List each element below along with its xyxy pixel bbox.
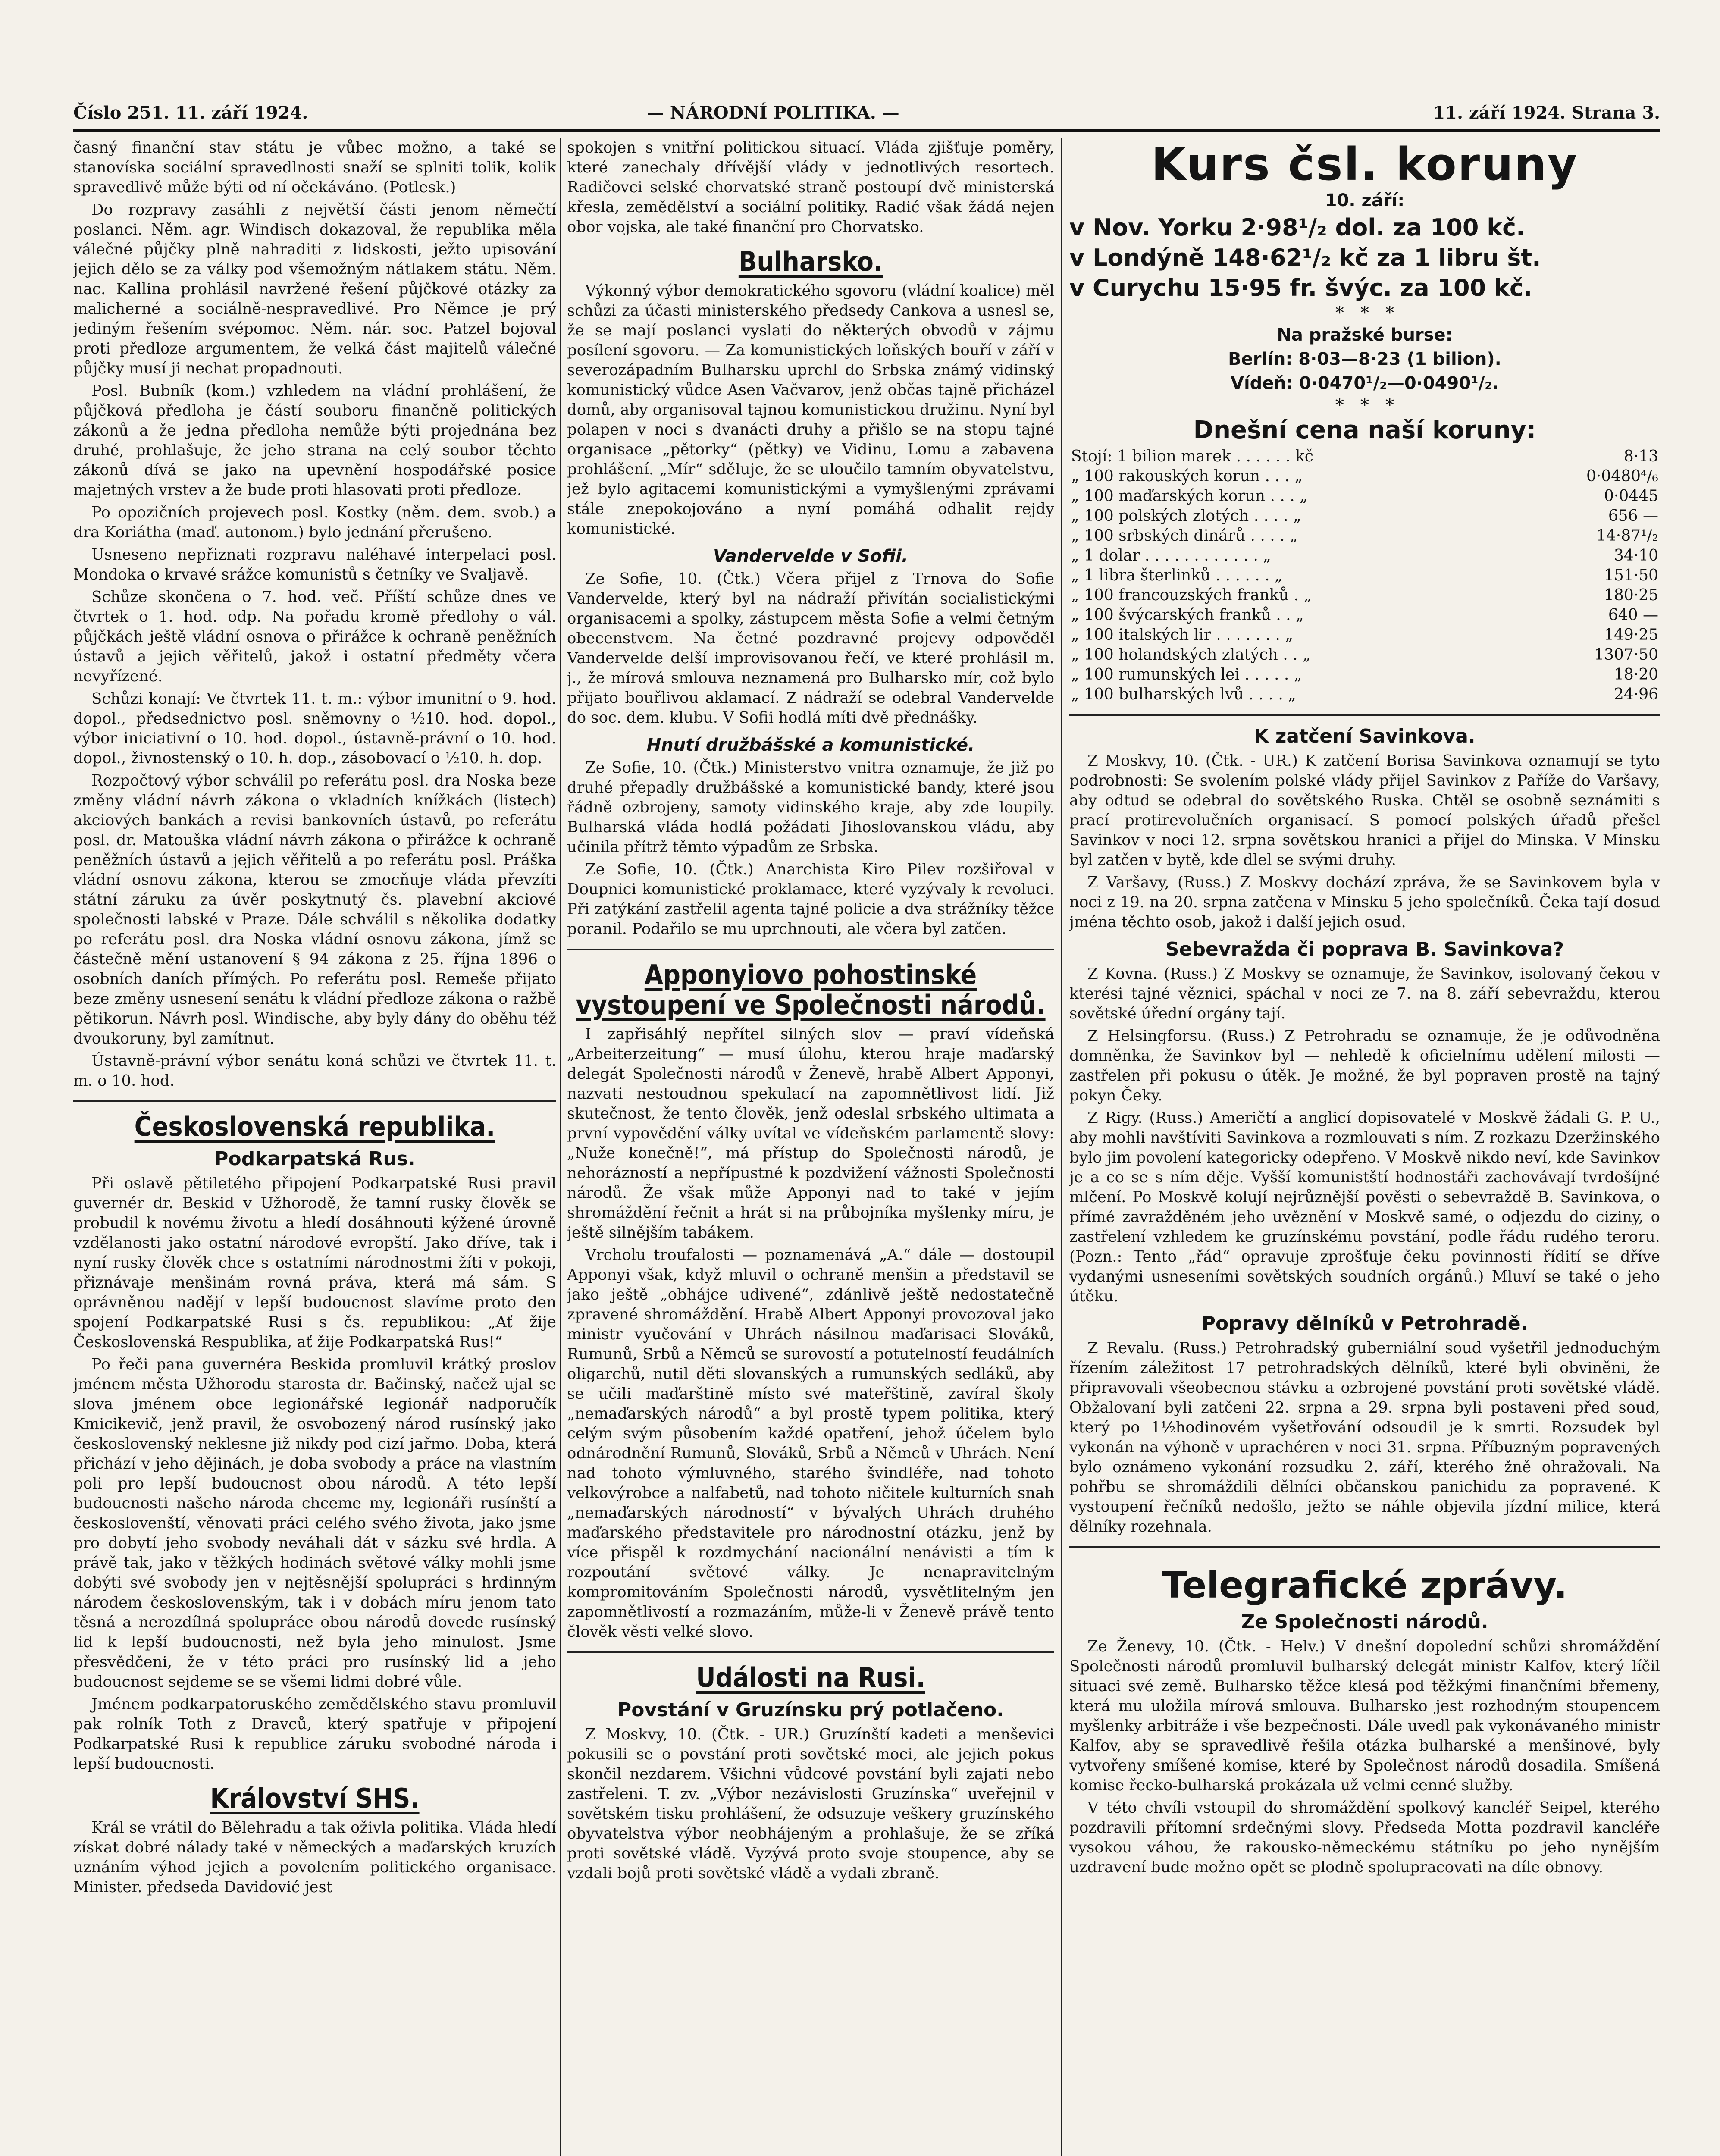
- telegraph-heading: Telegrafické zprávy.: [1162, 1564, 1567, 1606]
- rate-label: „ 100 polských zlotých . . . . „: [1071, 507, 1301, 525]
- section-rule: [1069, 714, 1660, 716]
- paragraph: Z Helsingforsu. (Russ.) Z Petrohradu se oznamuje, že je odůvodněna domněnka, že Savinkov byl — nehledě k oficielnímu udělení milosti — zastřelen při pokusu o útěk. Je možné, že byl popraven prostě na tajný pokyn Čeky.: [1069, 1027, 1660, 1104]
- ornament: * * *: [1335, 303, 1394, 323]
- section-heading: Apponyiovo pohostinské vystoupení ve Společnosti národů.: [576, 959, 1046, 1021]
- rate-row: [1069, 447, 1660, 467]
- rate-label: „ 100 holandských zlatých . . „: [1071, 646, 1311, 664]
- section-heading: Sebevražda či poprava B. Savinkova?: [1165, 938, 1564, 960]
- subsection-heading: Hnutí družbášské a komunistické.: [646, 735, 975, 755]
- section-heading: Království SHS.: [210, 1783, 420, 1814]
- column-divider-2: [1061, 138, 1062, 2156]
- exchange-date: 10. září:: [1325, 191, 1405, 210]
- subsection-heading: Vandervelde v Sofii.: [713, 546, 909, 566]
- rate-row: [1069, 605, 1660, 625]
- rate-row: [1069, 467, 1660, 486]
- rate-label: „ 1 libra šterlinků . . . . . . „: [1071, 567, 1283, 584]
- burse-berlin: Berlín: 8·03—8·23 (1 bilion).: [1228, 349, 1501, 369]
- rate-row: [1069, 526, 1660, 546]
- rate-label: „ 100 francouzských franků . „: [1071, 586, 1312, 604]
- exchange-rate-title: Kurs čsl. koruny: [1151, 138, 1579, 191]
- rate-value: 8·13: [1623, 448, 1658, 465]
- paragraph: Usneseno nepřiznati rozpravu naléhavé interpelaci posl. Mondoka o krvavé srážce komunistů s četníky ve Svaljavě.: [73, 546, 556, 583]
- rate-label: „ 100 italských lir . . . . . . . „: [1071, 626, 1294, 644]
- rate-value: 149·25: [1604, 626, 1658, 644]
- rate-row: [1069, 546, 1660, 566]
- rate-value: 0·0445: [1604, 487, 1658, 505]
- section-heading: Československá republika.: [134, 1111, 495, 1142]
- rate-value: 656 —: [1608, 507, 1658, 525]
- paragraph: Schůze skončena o 7. hod. več. Příští schůze dnes ve čtvrtek o 1. hod. odp. Na pořadu kromě předlohy o vál. půjčkách ještě vládní osnova o přirážce k ochraně peněžních ústavů a jejich věřitelů, jakož i ostatní předměty včera nevyřízené.: [73, 588, 556, 685]
- header-rule: [73, 129, 1660, 132]
- burse-title: Na pražské burse:: [1277, 325, 1453, 345]
- rate-zurich: v Curychu 15·95 fr. švýc. za 100 kč.: [1069, 274, 1532, 301]
- rate-label: „ 1 dolar . . . . . . . . . . . . „: [1071, 547, 1272, 564]
- rate-label: Stojí: 1 bilion marek . . . . . . kč: [1071, 448, 1313, 465]
- rate-value: 640 —: [1608, 606, 1658, 624]
- rate-label: „ 100 bulharských lvů . . . . „: [1071, 686, 1296, 703]
- paragraph: Ze Ženevy, 10. (Čtk. - Helv.) V dnešní dopolední schůzi shromáždění Společnosti národů promluvil bulharský delegát ministr Kalfov, který líčil situaci své země. Bulharsko těžce klesá pod těžkými finančními břemeny, která mu uložila mírová smlouva. Bulharsko jest rozhodným stoupencem myšlenky arbitráže i vše bezpečnosti. Dále uvedl pak vykonávaného ministr Kalfov, aby se spravedlivě řešila otázka bulharské a menšinové, byly vytvořeny smíšené komise, které by Společnost národů dosadila. Smíšená komise řecko-bulharská prokázala už velmi cenné služby.: [1069, 1638, 1660, 1794]
- rate-row: [1069, 586, 1660, 605]
- rate-label: „ 100 maďarských korun . . . „: [1071, 487, 1308, 505]
- paragraph: Po řeči pana guvernéra Beskida promluvil krátký proslov jménem města Užhorodu starosta dr. Bačinský, načež ujal se slova jménem obce legionářské legionář nadporučík Kmicikevič, jenž pravil, že osvobozený národ rusínský jako československý neklesne již nikdy pod cizí jařmo. Doba, která přichází v jeho dějinách, je doba svobody a práce na vlastním poli pro lepší budoucnost obou národů. A této lepší budoucnosti našeho národa chceme my, legionáři rusínští a českoslovenští, věnovati práci celého svého života, jako jsme pro dobytí jeho svobody neváhali dát v sázku své hrdla. A právě tak, jako v těžkých hodinách světové války mohli jsme dobýti své svobody jen v nejtěsnější spolupráci s hrdinným národem československým, tak i v dobách míru jenom tato těsná a nerozdílná spolupráce obou národů dovede rusínský lid k lepší budoucnosti, než byla jeho minulost. Jsme přesvědčeni, že v této práci pro rusínský lid a jeho budoucnost sejdeme se se všemi lidmi dobré vůle.: [73, 1356, 556, 1691]
- rate-row: [1069, 506, 1660, 526]
- rate-value: 180·25: [1604, 586, 1658, 604]
- paragraph: I zapřisáhlý nepřítel silných slov — praví vídeňská „Arbeiterzeitung“ — musí úlohu, kterou hraje maďarský delegát Společnosti národů v Ženevě, hrabě Albert Apponyi, nazvati nestoudnou spekulací na zapomnětlivost lidí. Již skutečnost, že tento člověk, jenž odeslal srbského ultimata a první vypovědění války uvítal ve vídeňském parlamentě slovy: „Nuže konečně!“, má přístup do Společnosti národů, je nehorázností a nepřípustné k pozdvižení vážnosti Společnosti národů. Že však může Apponyi nad to také v jejím shromáždění řečnit a hrát si na průbojníka myšlenky míru, je ještě silnějším tabákem.: [567, 1025, 1054, 1241]
- rate-value: 0·0480⁴/₆: [1586, 467, 1658, 485]
- paragraph: časný finanční stav státu je vůbec možno, a také se stanovíska sociální spravedlnosti snaží se splniti tolik, kolik spravedlivě může býti od ní očekáváno. (Potlesk.): [73, 139, 556, 196]
- section-rule: [73, 1100, 556, 1102]
- ornament: * * *: [1335, 395, 1394, 415]
- rate-row: [1069, 685, 1660, 705]
- subsection-heading: Povstání v Gruzínsku prý potlačeno.: [617, 1699, 1004, 1721]
- rate-row: [1069, 645, 1660, 665]
- paragraph: Z Rigy. (Russ.) Američtí a anglicí dopisovatelé v Moskvě žádali G. P. U., aby mohli navštíviti Savinkova a rozmlouvati s ním. Z rozkazu Dzeržinského bylo jim povolení kategoricky odepřeno. V Moskvě nikdo neví, kde Savinkov je a co se s ním děje. Vyšší komunistští hodnostáři zachovávají tvrdošíjné mlčení. Po Moskvě kolují nejrůznější pověsti o sebevraždě B. Savinkova, o přímé zavražděném jeho uvěznění v Moskvě samé, o odjezdu do ciziny, o zastřelení vzhledem ke gruzínskému povstání, podle řádu rudého teroru. (Pozn.: Tento „řád“ opravuje zprošťuje čeku povinnosti řídití se dříve vydanými usneseními sovětských soudních orgánů.) Mluví se také o jeho útěku.: [1069, 1109, 1660, 1305]
- masthead: — NÁRODNÍ POLITIKA. —: [647, 103, 899, 123]
- section-heading: K zatčení Savinkova.: [1254, 725, 1476, 747]
- paragraph: Po opozičních projevech posl. Kostky (něm. dem. svob.) a dra Koriátha (maď. autonom.) bylo jednání přerušeno.: [73, 504, 556, 541]
- date-page: 11. září 1924. Strana 3.: [1433, 103, 1660, 123]
- section-rule: [567, 949, 1054, 950]
- column-divider-1: [560, 138, 561, 2156]
- paragraph: Ze Sofie, 10. (Čtk.) Ministerstvo vnitra oznamuje, že již po druhé přepadly družbášské a komunistické bandy, které jsou řádně ozbrojeny, samoty vidinského kraje, aby zde loupily. Bulharská vláda hodlá požádati Jihoslovanskou vládu, aby učinila přítrž těmto výpadům ze Srbska.: [567, 759, 1054, 856]
- paragraph: Výkonný výbor demokratického sgovoru (vládní koalice) měl schůzi za účasti ministerského předsedy Cankova a usnesl se, že se mají poslanci vyslati do některých obvodů v zájmu posílení sgovoru. — Za komunistických loňských bouří v září v severozápadním Bulharsku uprchl do Srbska známý vidinský komunistický vůdce Asen Vačvarov, jenž občas tajně přicházel domů, aby organisoval tajnou komunistickou družinu. Nyní byl polapen v noci s dvanácti druhy a přišlo se na stopu tajné organisace „pětorky“ (pětky) ve Vidinu, Lomu a zabavena prohlášení. „Mír“ sděluje, že se uloučilo tamním obyvatelstvu, jež bylo agitacemi komunistickými a vymyšlenými zprávami stále znepokojováno a nyní pomáhá odhalit rejdy komunistické.: [567, 282, 1054, 538]
- paragraph: Z Revalu. (Russ.) Petrohradský guberniální soud vyšetřil jednoduchým řízením záležitost 17 petrohradských dělníků, které byli obviněni, že připravovali všeobecnou stávku a ozbrojené povstání proti sovětské vládě. Obžalovaní byli zatčeni 22. srpna a 29. srpna byli postaveni před soud, který po 1½hodinovém vyšetřování odsoudil je k smrti. Rozsudek byl vykonán na výhoně v uprachéren v noci 31. srpna. Příbuzným popravených bylo oznámeno vykonání rozsudku 2. září, kterého žně ohražovali. Na pohřbu se shromáždili dělníci občanskou panichidu za popravené. K vystoupení řečníků nedošlo, ježto se náhle objevila jízdní milice, která dělníky rozehnala.: [1069, 1339, 1660, 1536]
- column-1: [73, 138, 556, 2156]
- rate-value: 151·50: [1604, 567, 1658, 584]
- paragraph: Z Moskvy, 10. (Čtk. - UR.) Gruzínští kadeti a menševici pokusili se o povstání proti sovětské moci, ale jejich pokus skončil nezdarem. Všichni vůdcové povstání byli zajati nebo zastřeleni. T. zv. „Výbor nezávislosti Gruzínska“ uveřejnil v sovětském tisku prohlášení, že odsuzuje veškery gruzínského obyvatelstva výbor neobhájeným a prohlašuje, že se zříká proti sovětské vládě. Vyzývá proto svoje stoupence, aby se vzdali bojů proti sovětské vládě a vydali zbraně.: [567, 1726, 1054, 1882]
- rate-row: [1069, 665, 1660, 685]
- section-heading: Bulharsko.: [738, 246, 883, 277]
- subsection-heading: Ze Společnosti národů.: [1241, 1611, 1488, 1633]
- rates-table: [1069, 447, 1660, 705]
- paragraph: Při oslavě pětiletého připojení Podkarpatské Rusi pravil guvernér dr. Beskid v Užhorodě, že tamní rusky člověk se probudil k novému životu a hledí dosáhnouti kýžené úrovně vzdělanosti jako ostatní národové evropští. Jako dříve, tak i nyní rusky člověk chce s ostatními národnostmi žíti v pokoji, přiznávaje menšinám rovná práva, která má sám. S oprávněnou nadějí v lepší budoucnost slavíme proto den spojení Podkarpatské Rusi s čs. republikou: „Ať žije Československá Respublika, ať žije Podkarpatská Rus!“: [73, 1175, 556, 1351]
- issue-info: Číslo 251. 11. září 1924.: [73, 103, 308, 123]
- rate-label: „ 100 rakouských korun . . . „: [1071, 467, 1303, 485]
- rate-value: 1307·50: [1594, 646, 1658, 664]
- page-header: [73, 98, 1660, 129]
- paragraph: spokojen s vnitřní politickou situací. Vláda zjišťuje poměry, které zanechaly dřívější vlády v jednotlivých resortech. Radičovci selské chorvatské straně postoupí dvě ministerská křesla, zemědělství a sociální politiky. Radić však žádá nejen obor vojska, ale také finanční pro Chorvatsko.: [567, 139, 1054, 236]
- section-rule: [1069, 1546, 1660, 1548]
- rate-value: 34·10: [1613, 547, 1658, 564]
- paragraph: Rozpočtový výbor schválil po referátu posl. dra Noska beze změny vládní návrh zákona o vkladních knížkách (listech) akciových bankách a revisi bankovních ústavů, po referátu posl. dr. Matouška vládní návrh zákona o přirážce k ochraně peněžních ústavů a jejich věřitelů a po referátu posl. Práška vládní osnovu zákona, kterou se zmocňuje vláda převzíti státní záruku za úvěr poskytnutý čs. plavební akciové společnosti labské v Praze. Dále schválil s několika dodatky po referátu posl. dra Noska vládní osnovu zákona, jímž se částečně mění ustanovení § 94 zákona z 25. října 1896 o osobních daních přímých. Po referátu posl. Remeše přijato beze změny usnesení senátu k vládní předloze zákona o ražbě pětikorun. Návrh posl. Windische, aby byly dány do oběhu též dvoukoruny, byl zamítnut.: [73, 772, 556, 1047]
- section-heading: Události na Rusi.: [696, 1662, 925, 1693]
- subsection-heading: Podkarpatská Rus.: [214, 1148, 415, 1170]
- rate-row: [1069, 566, 1660, 586]
- paragraph: Schůzi konají: Ve čtvrtek 11. t. m.: výbor imunitní o 9. hod. dopol., předsednictvo posl. sněmovny o ½10. hod. dopol., výbor iniciativní o 10. hod. dopol., ústavně-právní o 10. hod. dopol., živnostenský o 10. h. dop., zásobovací o ½10. h. dop.: [73, 690, 556, 767]
- rate-label: „ 100 švýcarských franků . . „: [1071, 606, 1304, 624]
- rate-row: [1069, 486, 1660, 506]
- rate-value: 18·20: [1613, 666, 1658, 683]
- rate-newyork: v Nov. Yorku 2·98¹/₂ dol. za 100 kč.: [1069, 214, 1525, 241]
- paragraph: Jménem podkarpatoruského zemědělského stavu promluvil pak rolník Toth z Dravců, který spatřuje v připojení Podkarpatské Rusi k republice záruku svobodné národa i lepší budoucnosti.: [73, 1695, 556, 1773]
- paragraph: Do rozpravy zasáhli z největší části jenom němečtí poslanci. Něm. agr. Windisch dokazoval, že republika měla válečné půjčky plně nahraditi z lidskosti, ježto upisování jejich dělo se za války pod všemožným nátlakem státu. Něm. nac. Kallina prohlásil navržené řešení půjčkové otázky za malicherné a sociálně-nespravedlivé. Pro Němce je prý jediným řešením svépomoc. Něm. nár. soc. Patzel bojoval proti předloze argumentem, že velká část majitelů válečné půjčky musí ji nechat propadnouti.: [73, 201, 556, 377]
- section-rule: [567, 1651, 1054, 1653]
- paragraph: Král se vrátil do Bělehradu a tak oživla politika. Vláda hledí získat dobré nálady také v německých a maďarských kruzích uznáním výhod jejich a povolením politického organisace. Minister. předseda Davidović jest: [73, 1819, 556, 1896]
- paragraph: Posl. Bubník (kom.) vzhledem na vládní prohlášení, že půjčková předloha je částí souboru finančně politických zákonů a že jedna předloha nemůže býti projednána bez druhé, prohlašuje, že jeho strana na celý soubor těchto zákonů dívá se jako na upevnění hospodářské posice majetných vrstev a že bude proti hlasovati proti předloze.: [73, 382, 556, 499]
- paragraph: Z Varšavy, (Russ.) Z Moskvy dochází zpráva, že se Savinkovem byla v noci z 19. na 20. srpna zatčena v Minsku 5 jeho společníků. Čeka tají dosud jména těchto osob, jakož i další jejich osud.: [1069, 874, 1660, 931]
- rate-label: „ 100 srbských dinárů . . . . „: [1071, 527, 1298, 545]
- paragraph: Z Kovna. (Russ.) Z Moskvy se oznamuje, že Savinkov, isolovaný čekou v kterési tajné věznici, spáchal v noci ze 7. na 8. září sebevraždu, kterou sovětské úřední orgány tají.: [1069, 965, 1660, 1022]
- rate-value: 24·96: [1613, 686, 1658, 703]
- paragraph: Ze Sofie, 10. (Čtk.) Anarchista Kiro Pilev rozšiřoval v Doupnici komunistické proklamace, které vyzývaly k revoluci. Při zatýkání zastřelil agenta tajné policie a dva strážníky těžce poranil. Podařilo se mu uprchnouti, ale včera byl zatčen.: [567, 861, 1054, 938]
- section-heading: Popravy dělníků v Petrohradě.: [1201, 1313, 1528, 1335]
- paragraph: Vrcholu troufalosti — poznamenává „A.“ dále — dostoupil Apponyi však, když mluvil o ochraně menšin a představil se jako ještě „obhájce udivené“, zdánlivě ještě nedostatečně zpravené shromáždění. Hrabě Albert Apponyi provozoval jako ministr vyučování v Uhrách násilnou maďarisaci Slováků, Rumunů, Srbů a Němců se surovostí a potutelností feudálních oligarchů, nutil děti slovanských a rumunských sedláků, aby se učili maďarštině místo své mateřštině, zavíral školy „nemaďarských národů“ a byl prostě typem politika, který celým svým působením každé opatření, jehož účelem bylo odnárodnění Rumunů, Slováků, Srbů a Němců v Uhrách. Není nad tohoto výmluvného, starého švindléře, nad tohoto velkovýrobce a nalfabetů, nad tohoto ničitele kulturních snah „nemaďarských národností“ v bývalých Uhrách druhého maďarského představitele pro národnostní otázku, jenž by více přispěl k rozdmychání nacionální nenávisti a tím k rozpoutání světové války. Je nenapravitelným kompromitováním Společnosti národů, vysvětlitelným jen zapomnětlivostí a rozmazáním, může-li v Ženevě právě tento člověk věsti velké slovo.: [567, 1246, 1054, 1641]
- column-2: [567, 138, 1054, 2156]
- rate-label: „ 100 rumunských lei . . . . . „: [1071, 666, 1302, 683]
- paragraph: Ústavně-právní výbor senátu koná schůzi ve čtvrtek 11. t. m. o 10. hod.: [73, 1052, 556, 1090]
- paragraph: Ze Sofie, 10. (Čtk.) Včera přijel z Trnova do Sofie Vandervelde, který byl na nádraží přivítán socialistickými organisacemi a spolky, zástupcem města Sofie a velmi četným obecenstvem. Na četné pozdravné projevy odpověděl Vandervelde delší improvisovanou řečí, ve které prohlásil m. j., že mírová smlouva neznamená pro Bulharsko mír, což bylo přijato bouřlivou aklamací. Z nádraží se odebral Vandervelde do soc. dem. klubu. V Sofii hodlá míti dvě přednášky.: [567, 570, 1054, 727]
- rate-london: v Londýně 148·62¹/₂ kč za 1 libru št.: [1069, 244, 1541, 271]
- paragraph: Z Moskvy, 10. (Čtk. - UR.) K zatčení Borisa Savinkova oznamují se tyto podrobnosti: Se svolením polské vlády přijel Savinkov z Paříže do Varšavy, aby odtud se odebral do sovětského Ruska. Chtěl se osobně seznámiti s prací protirevolučních organisací. S pomocí polských úřadů přešel Savinkov v noci 12. srpna sovětskou hranici a přijel do Minska. V Minsku byl zatčen v bytě, kde dlel se svými druhy.: [1069, 752, 1660, 869]
- rate-row: [1069, 625, 1660, 645]
- burse-vienna: Vídeň: 0·0470¹/₂—0·0490¹/₂.: [1230, 373, 1499, 393]
- paragraph: V této chvíli vstoupil do shromáždění spolkový kancléř Seipel, kterého pozdravili přítomní srdečnými slovy. Předseda Motta pozdravil kancléře vysokou váhou, že rakousko-německému státníku po jeho nynějším uzdravení bude možno opět se plodně spolupracovati na díle obnovy.: [1069, 1799, 1660, 1876]
- column-3: [1069, 138, 1660, 2156]
- today-price-title: Dnešní cena naší koruny:: [1193, 416, 1536, 444]
- rate-value: 14·87¹/₂: [1596, 527, 1658, 545]
